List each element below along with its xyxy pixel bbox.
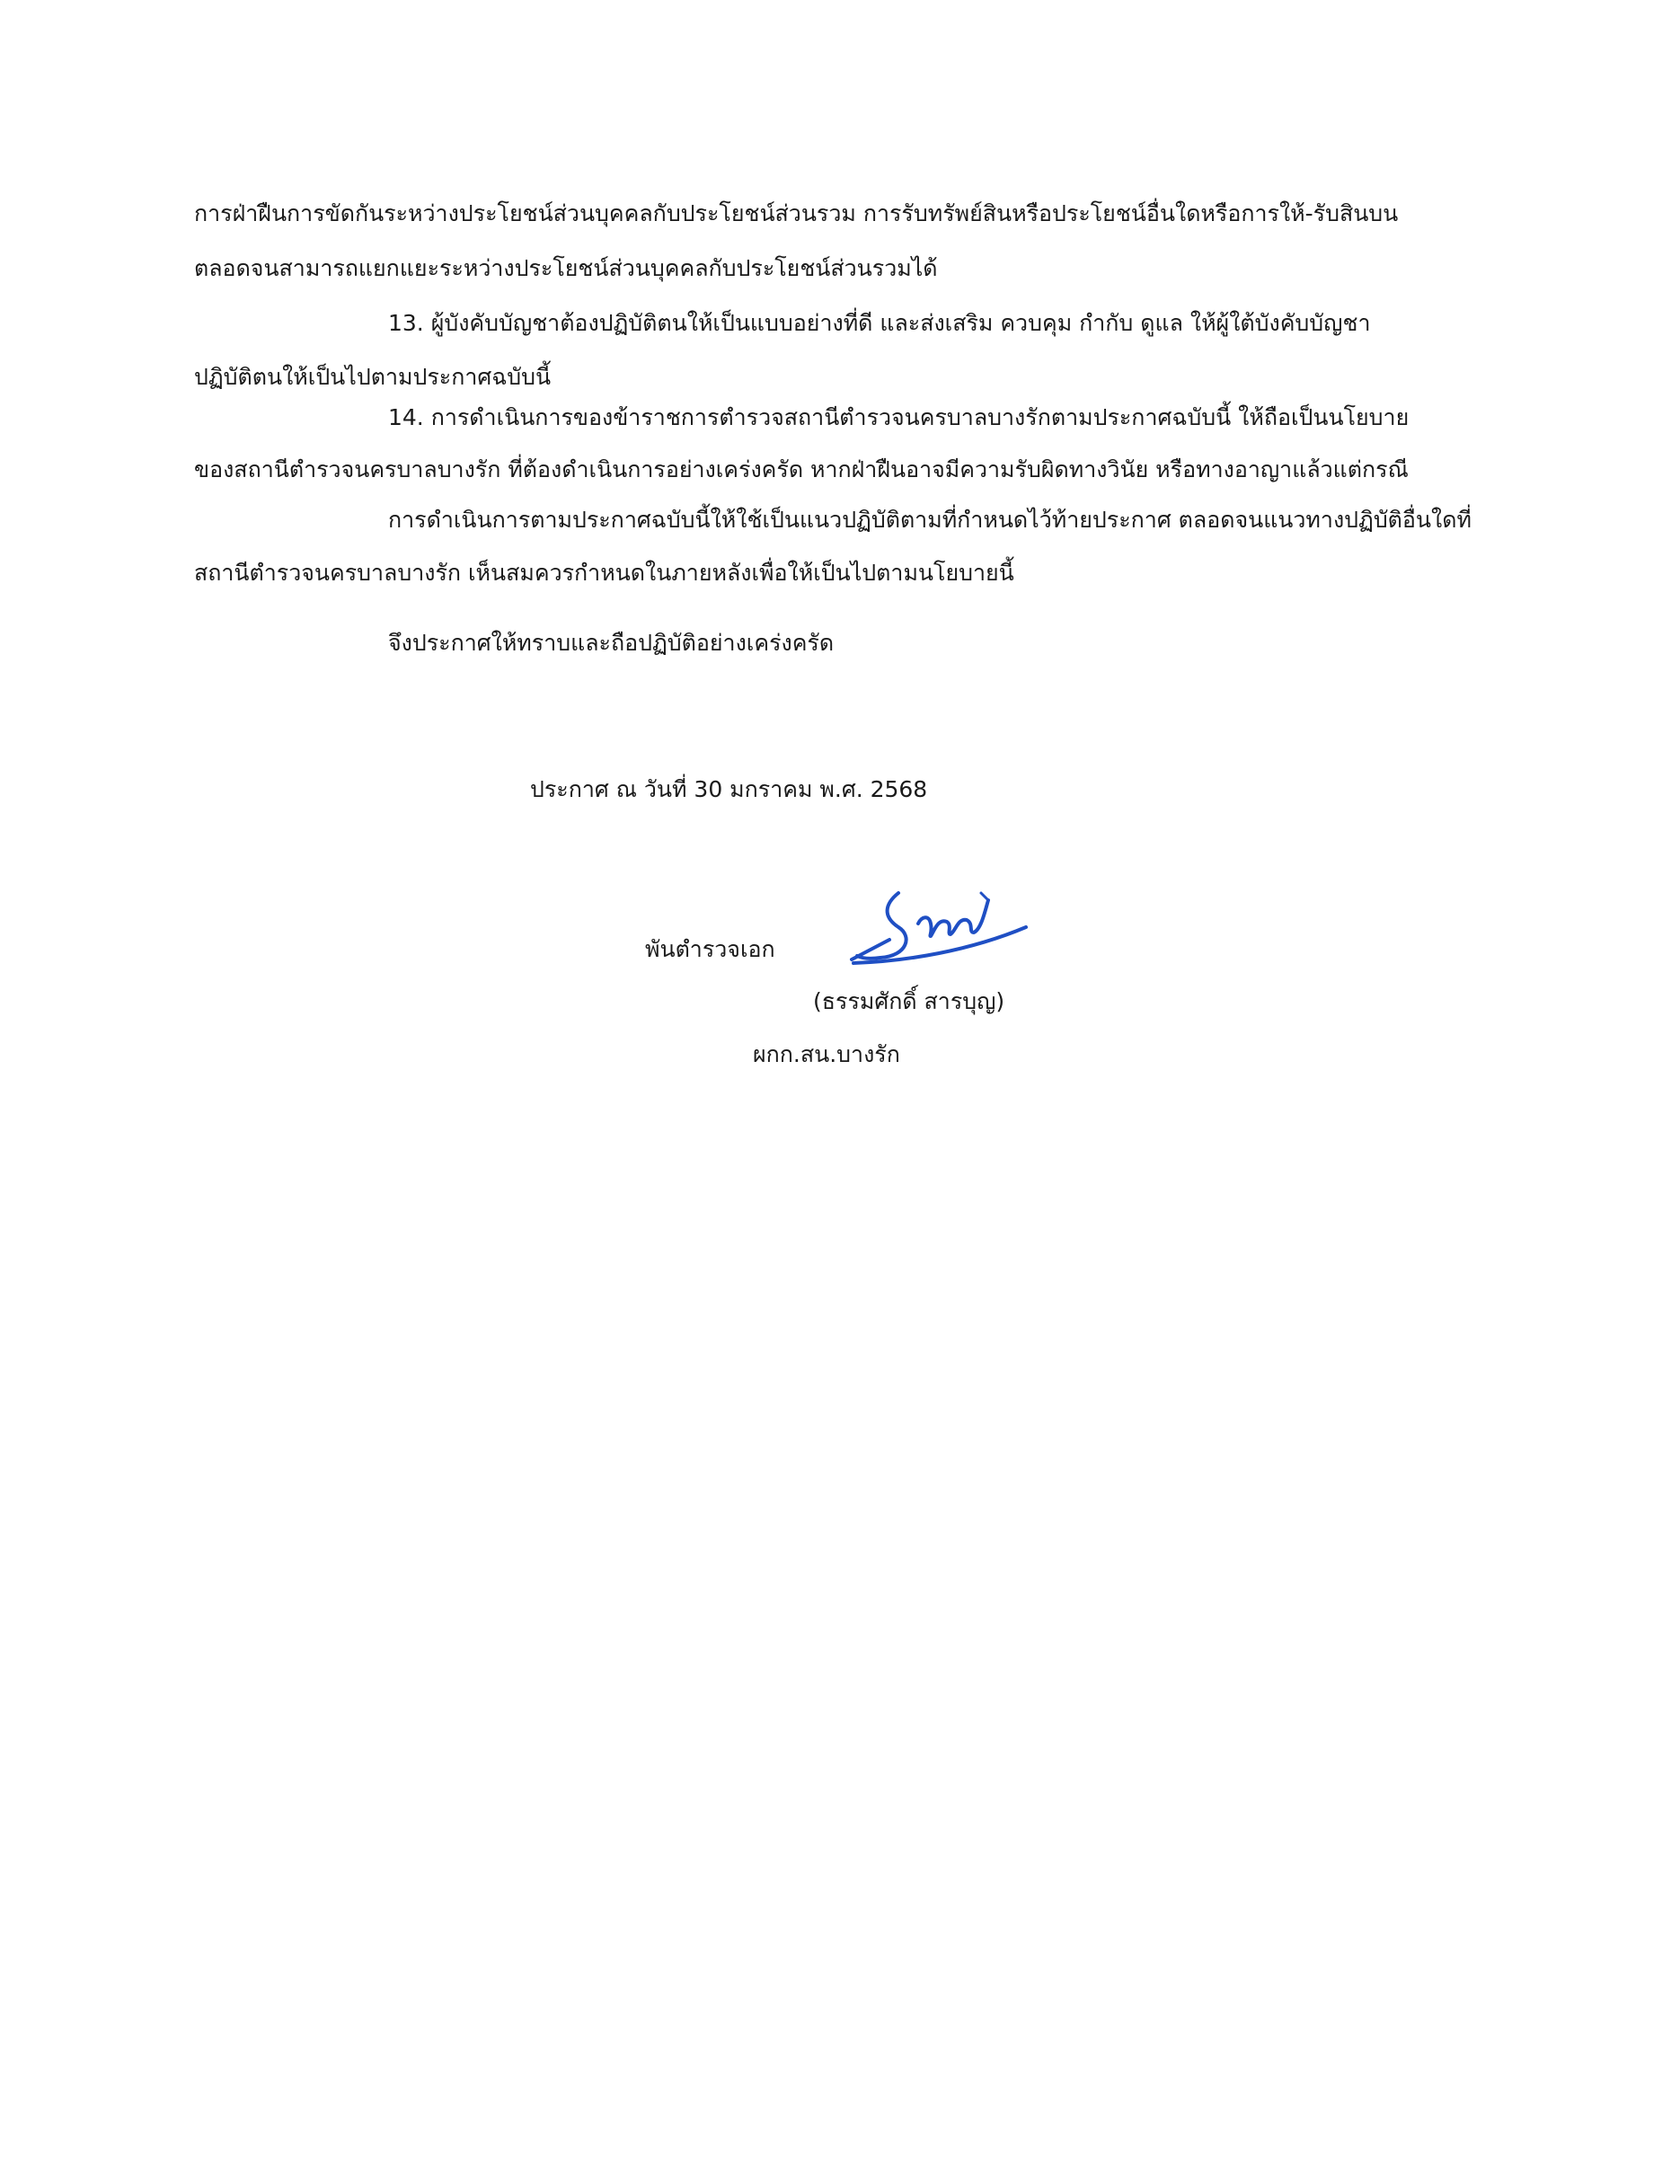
paragraph-line: สถานีตำรวจนครบาลบางรัก เห็นสมควรกำหนดในภายหลังเพื่อให้เป็นไปตามนโยบายนี้ (194, 560, 1014, 586)
clause-13-line: 13. ผู้บังคับบัญชาต้องปฏิบัติตนให้เป็นแบบอย่างที่ดี และส่งเสริม ควบคุม กำกับ ดูแล ให้ผู้ใต้บังคับบัญชา (388, 310, 1371, 336)
closing-line: จึงประกาศให้ทราบและถือปฏิบัติอย่างเคร่งครัด (388, 630, 835, 656)
signer-rank: พันตำรวจเอก (645, 936, 775, 962)
clause-14-line: ของสถานีตำรวจนครบาลบางรัก ที่ต้องดำเนินการอย่างเคร่งครัด หากฝ่าฝืนอาจมีความรับผิดทางวินัย หรือทางอาญาแล้วแต่กรณี (194, 456, 1409, 482)
paragraph-line: การฝ่าฝืนการขัดกันระหว่างประโยชน์ส่วนบุคคลกับประโยชน์ส่วนรวม การรับทรัพย์สินหรือประโยชน์อื่นใดหรือการให้-รับสินบน (194, 200, 1399, 226)
announcement-date: ประกาศ ณ วันที่ 30 มกราคม พ.ศ. 2568 (530, 776, 928, 802)
clause-14-line: 14. การดำเนินการของข้าราชการตำรวจสถานีตำรวจนครบาลบางรักตามประกาศฉบับนี้ ให้ถือเป็นนโยบาย (388, 404, 1410, 430)
signer-name: (ธรรมศักดิ์ สารบุญ) (813, 988, 1005, 1014)
handwritten-signature (836, 880, 1033, 979)
paragraph-line: การดำเนินการตามประกาศฉบับนี้ให้ใช้เป็นแนวปฏิบัติตามที่กำหนดไว้ท้ายประกาศ ตลอดจนแนวทางปฏิบัติอื่นใดที่ (388, 507, 1472, 533)
signer-position: ผกก.สน.บางรัก (753, 1041, 900, 1067)
clause-13-line: ปฏิบัติตนให้เป็นไปตามประกาศฉบับนี้ (194, 364, 552, 390)
paragraph-line: ตลอดจนสามารถแยกแยะระหว่างประโยชน์ส่วนบุคคลกับประโยชน์ส่วนรวมได้ (194, 255, 938, 281)
